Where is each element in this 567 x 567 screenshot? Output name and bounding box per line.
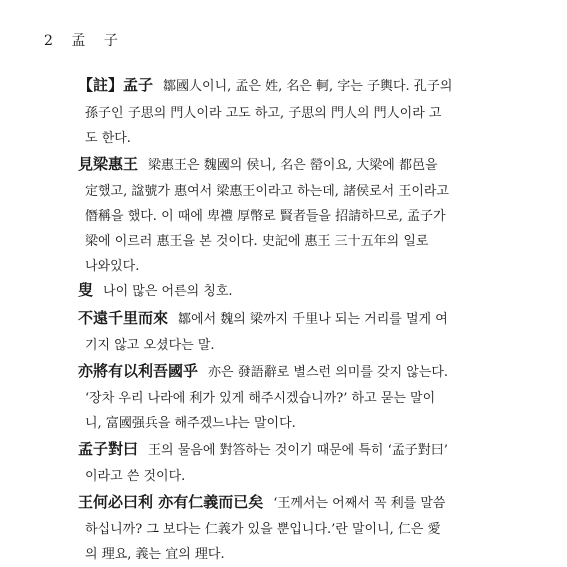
note-term: 王何必曰利 亦有仁義而已矣 [78,493,264,511]
note-line: 定했고, 諡號가 惠여서 梁惠王이라고 하는데, 諸侯로서 王이라고 [85,184,449,199]
running-title-char-2: 子 [103,33,119,49]
note-line: 이라고 쓴 것이다. [85,469,186,484]
note-text: 梁惠王은 魏國의 侯니, 名은 罃이요, 大梁에 都邑을 [148,158,438,173]
page-header [44,30,131,50]
note-line: 나와있다. [85,259,140,274]
note-heading-line [78,153,438,174]
note-line: 梁에 이르러 惠王을 본 것이다. 史記에 惠王 三十五年의 일로 [85,234,429,249]
note-heading-line [78,360,448,381]
note-line: 의 理요, 義는 宜의 理다. [85,547,225,562]
running-title-char-1: 孟 [71,33,87,49]
note-text: 鄒에서 魏의 梁까지 千里나 되는 거리를 멀게 여 [178,312,448,327]
note-line: 기지 않고 오셨다는 말. [85,338,215,353]
note-heading-line [78,279,233,300]
note-text: 王의 물음에 對答하는 것이기 때문에 특히 ‘孟子對曰’ [148,443,448,458]
note-term: 不遠千里而來 [78,309,169,327]
note-line: 하십니까? 그 보다는 仁義가 있을 뿐입니다.’란 말이니, 仁은 愛 [85,522,441,537]
note-text: 鄒國人이니, 孟은 姓, 名은 軻, 字는 子輿다. 孔子의 [163,79,453,94]
note-heading-line [78,491,445,512]
note-line: ‘장차 우리 나라에 利가 있게 해주시겠습니까?’ 하고 묻는 말이 [85,391,436,406]
note-term: 【註】孟子 [78,76,154,94]
note-heading-line [78,74,452,95]
note-text: 亦은 發語辭로 별스런 의미를 갖지 않는다. [208,365,449,380]
note-line: 僭稱을 했다. 이 때에 卑禮 厚幣로 賢者들을 招請하므로, 孟子가 [85,209,446,224]
note-line: 孫子인 子思의 門人이라 고도 하고, 子思의 門人의 門人이라 고 [85,106,442,121]
note-term: 見梁惠王 [78,155,139,173]
note-term: 亦將有以利吾國乎 [78,362,199,380]
note-text: 나이 많은 어른의 칭호. [103,284,233,299]
page-number: 2 [44,33,54,49]
note-line: 니, 富國强兵을 해주겠느냐는 말이다. [85,416,296,431]
note-line: 도 한다. [85,131,131,146]
note-heading-line [78,307,448,328]
note-text: ‘王께서는 어째서 꼭 利를 말씀 [273,496,446,511]
note-term: 孟子對曰 [78,440,139,458]
note-term: 叟 [78,281,94,299]
note-heading-line [78,438,448,459]
